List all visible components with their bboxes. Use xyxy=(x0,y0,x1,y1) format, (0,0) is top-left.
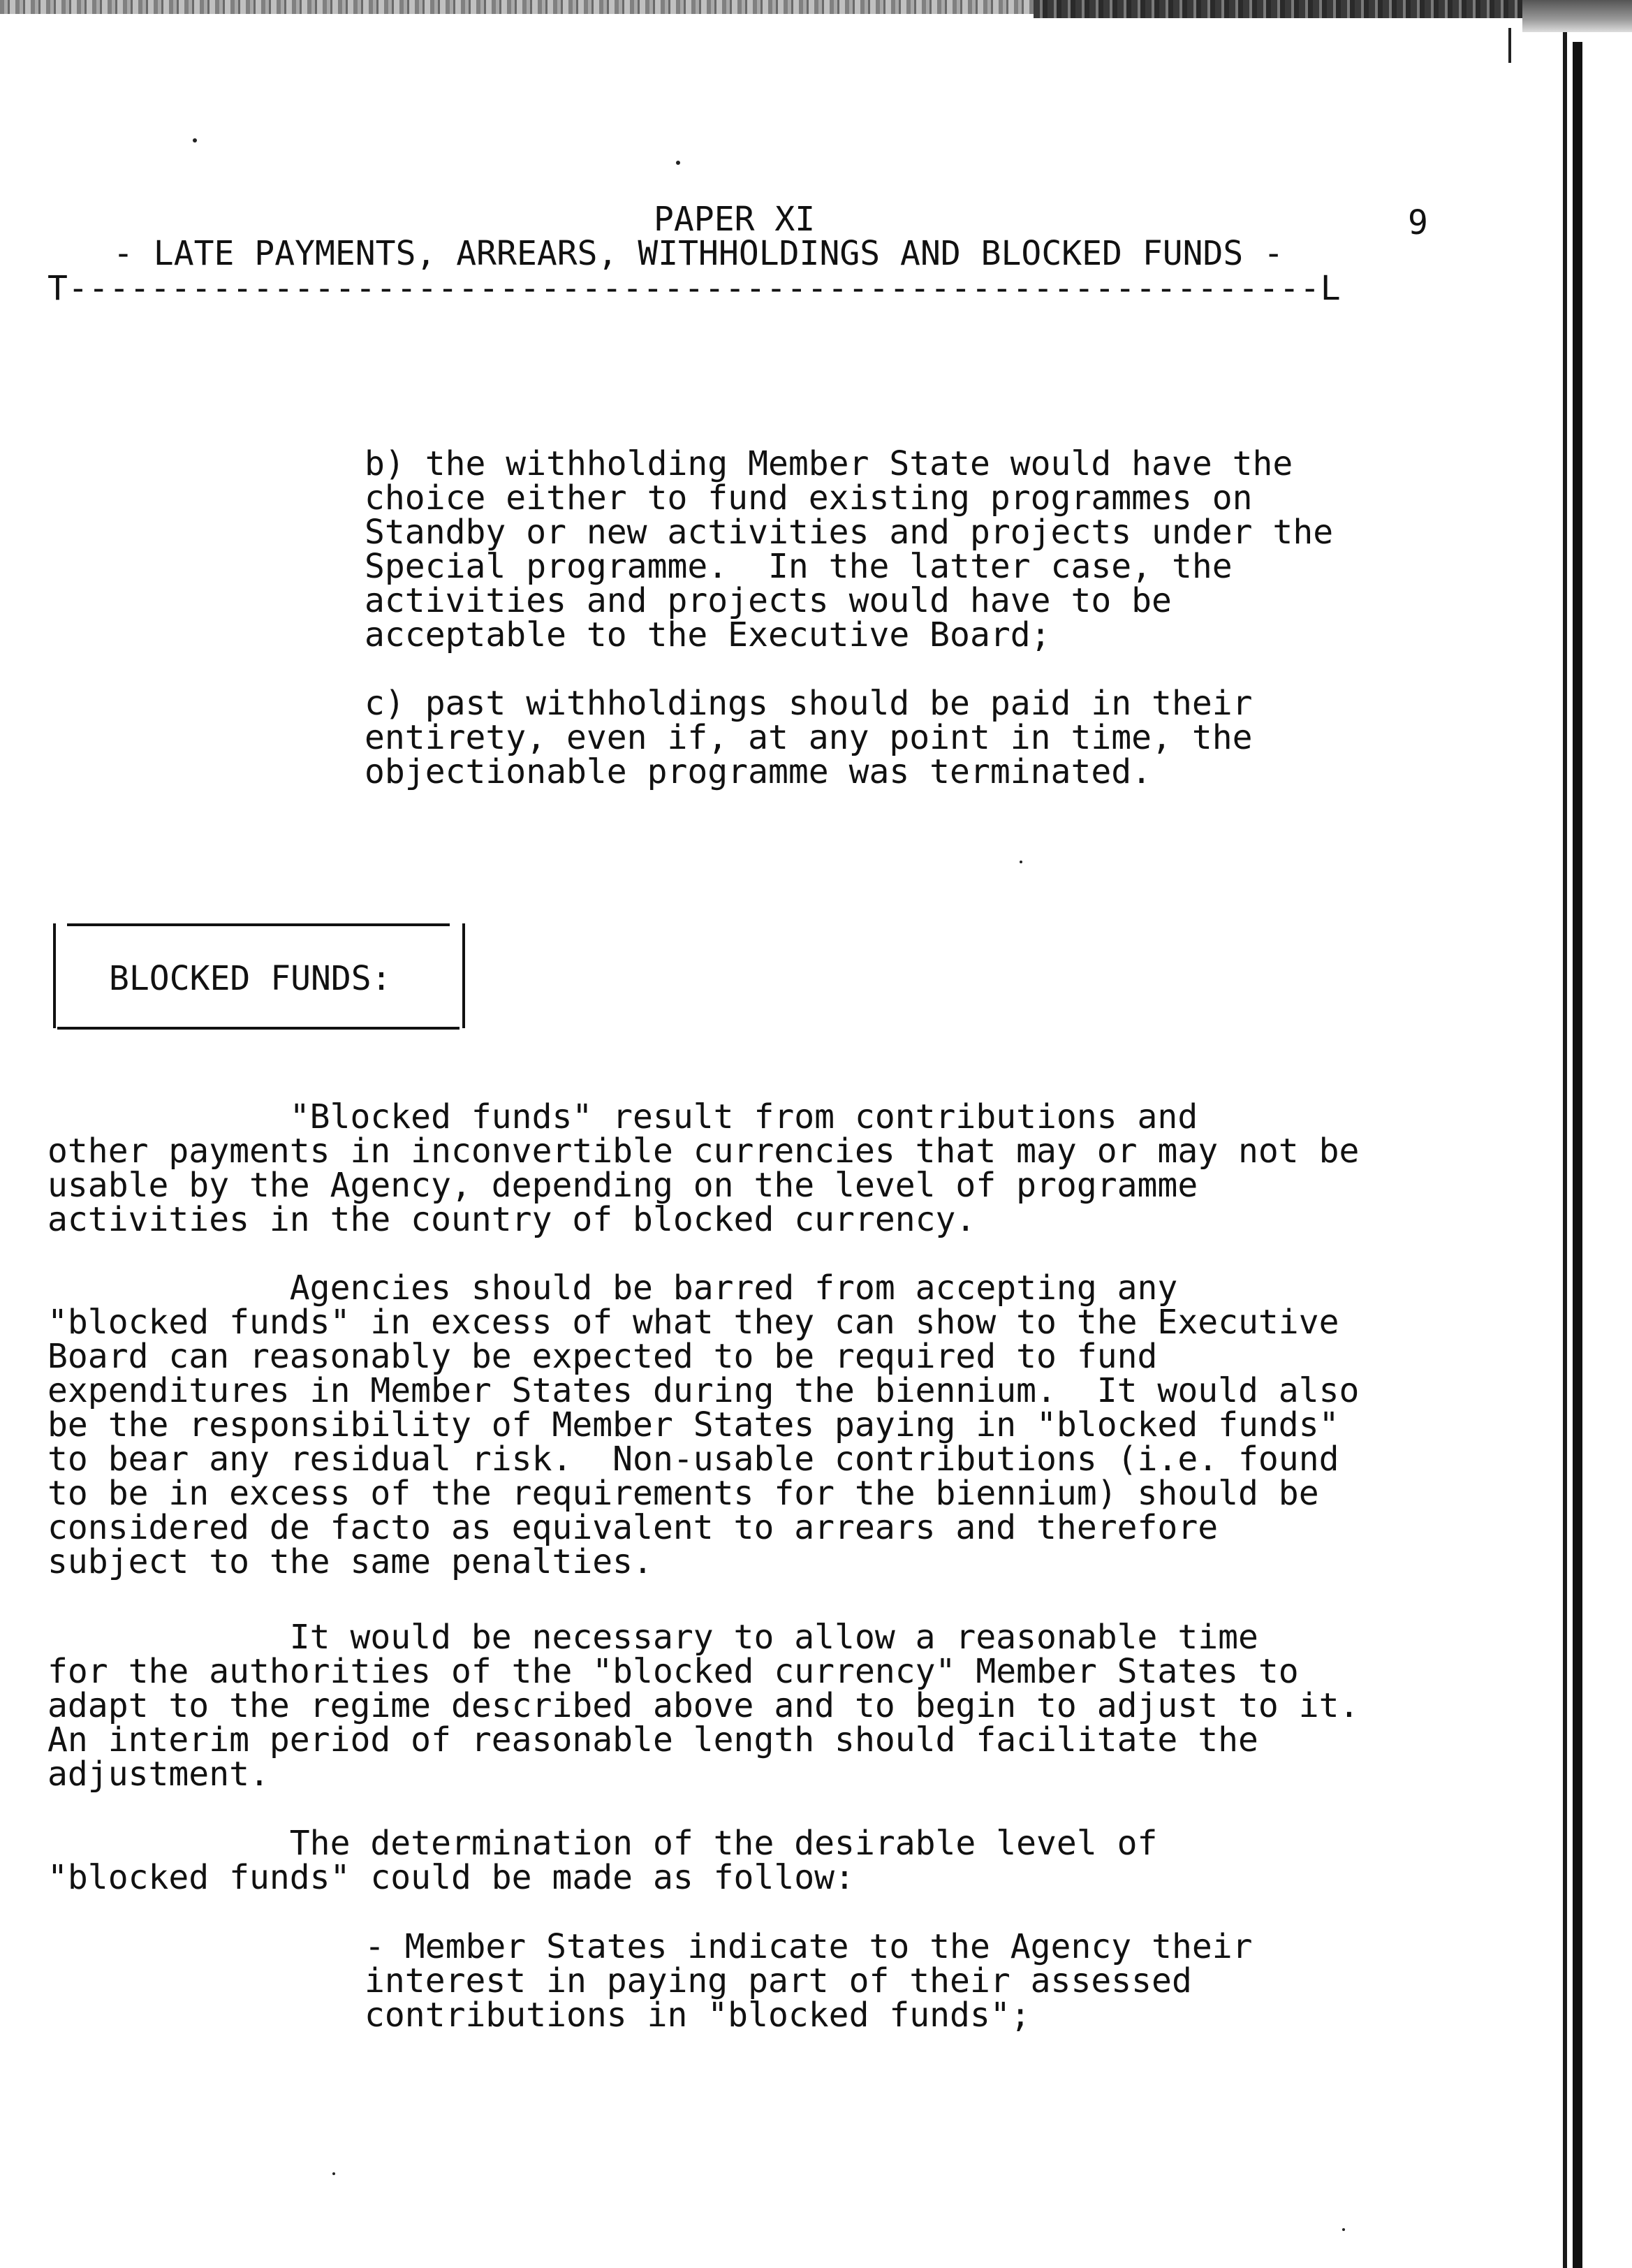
scan-speck xyxy=(332,2172,335,2175)
scan-edge-top-dark xyxy=(1034,0,1522,18)
withholding-item-b: b) the withholding Member State would have the choice either to fund existing programmes on Standby or new activities and projects under the Special programme. In the latter case, the activities and projects would have to be acceptable to the Executive Board; xyxy=(365,444,1334,654)
section-box-bottom-rule xyxy=(57,1027,460,1030)
paragraph-reasonable-time: It would be necessary to allow a reasonable time for the authorities of the "blocked currency" Member States to adapt to the regime described above and to begin to adjust to it. An interim period of reasonable length should facilitate the adjustment. xyxy=(47,1618,1360,1794)
withholding-item-c: c) past withholdings should be paid in their entirety, even if, at any point in time, the objectionable programme was terminated. xyxy=(365,684,1253,791)
scan-margin-right xyxy=(1582,42,1632,2268)
list-item: - Member States indicate to the Agency their interest in paying part of their assessed contributions in "blocked funds"; xyxy=(365,1927,1253,2035)
scan-speck xyxy=(676,161,680,165)
section-heading: BLOCKED FUNDS: xyxy=(109,959,392,998)
paragraph-determination: The determination of the desirable level of "blocked funds" could be made as follow: xyxy=(47,1824,1158,1897)
scan-edge-right-thick xyxy=(1573,42,1582,2268)
scan-speck xyxy=(1342,2228,1345,2231)
scan-speck xyxy=(1020,861,1022,863)
paragraph-agencies-barred: Agencies should be barred from accepting any "blocked funds" in excess of what they can show to the Executive Board can reasonably be expected to be required to fund expenditures in Member States during the biennium. It would also be the responsibility of Member States paying in "blocked funds" to bear any residual risk. Non-usable contributions (i.e. found to be in excess of the requirements for the biennium) should be considered de facto as equivalent to arrears and therefore subject to the same penalties. xyxy=(47,1268,1360,1581)
scan-corner xyxy=(1522,0,1632,32)
page-number: 9 xyxy=(1408,203,1428,242)
paragraph-blocked-funds-definition: "Blocked funds" result from contributions and other payments in inconvertible currencies that may or may not be usable by the Agency, depending on the level of programme activities in the country of blocked currency. xyxy=(47,1097,1360,1239)
header-rule: T-------------------------------------------------------------L xyxy=(47,269,1341,308)
page-subtitle: - LATE PAYMENTS, ARREARS, WITHHOLDINGS AND BLOCKED FUNDS - xyxy=(113,234,1284,273)
scan-speck xyxy=(193,138,197,142)
scan-edge-right xyxy=(1563,32,1567,2268)
scan-mark xyxy=(1508,28,1511,63)
page-title: PAPER XI xyxy=(654,200,816,239)
section-box-top-rule xyxy=(67,923,450,926)
